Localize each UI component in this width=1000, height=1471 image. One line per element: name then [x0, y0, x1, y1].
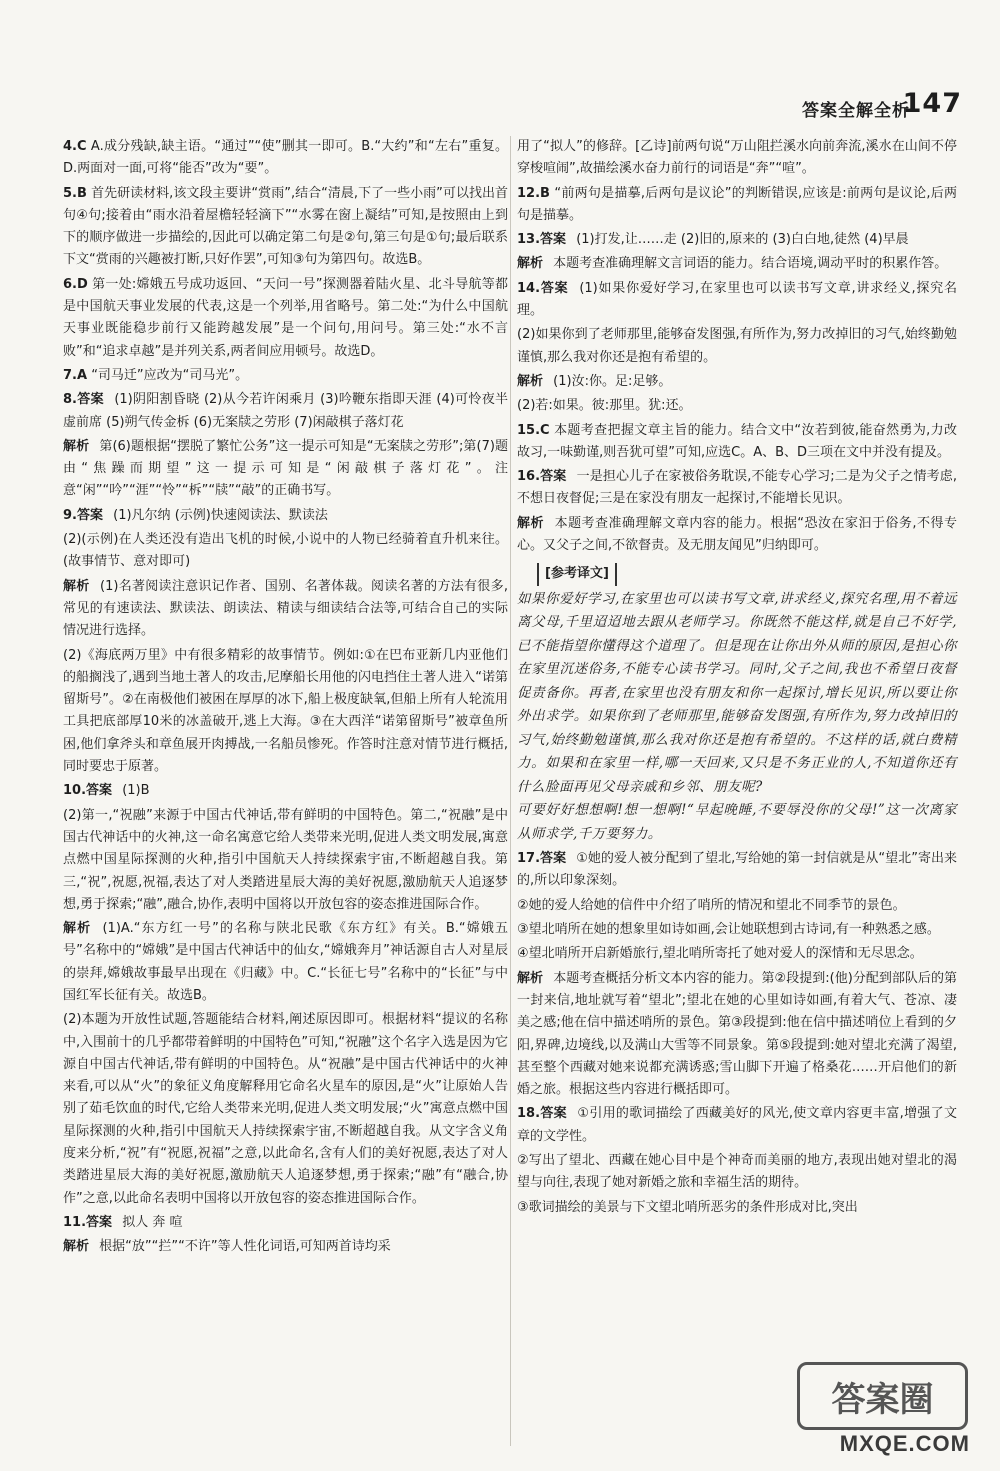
answer-text: (1)B [122, 783, 150, 799]
question-4 [63, 136, 508, 181]
question-17-answer [517, 848, 957, 893]
question-number: 17. [517, 851, 541, 867]
answer-text: (1)阴阳割昏晓 (2)从今若许闲乘月 (3)吟鞭东指即天涯 (4)可怜夜半虚前席 (5)朔气传金柝 (6)无案牍之劳形 (7)闲敲棋子落灯花 [63, 392, 508, 430]
question-18-answer-3: ③歌词描绘的美景与下文望北哨所恶劣的条件形成对比,突出 [517, 1199, 858, 1215]
question-16-analysis [517, 513, 957, 558]
reference-body: 如果你爱好学习,在家里也可以读书写文章,讲求经义,探究名理,用不着远离父母,千里迢迢地去跟从老师学习。你既然不能这样,就是自己不好学,已不能指望你懂得这个道理了。但是现在让你出外从师的原因,是担心你在家里沉迷俗务,不能专心读书学习。同时,父子之间,我也不希望日夜督促责备你。再者,在家里也没有朋友和你一起探讨,增长见识,所以要让你外出求学。如果你到了老师那里,能够奋发图强,有所作为,努力改掉旧的习气,始终勤勉谨慎,那么我对你还是抱有希望的。不这样的话,就白费精力。如果和在家里一样,哪一天回来,又只是不务正业的人,不知道你还有什么脸面再见父母亲戚和乡邻、朋友呢? [517, 590, 957, 795]
question-text: “司马迁”应改为“司马光”。 [91, 367, 249, 383]
answer-stamp-logo-icon: 答案圈 [797, 1362, 968, 1430]
question-18-answer [517, 1103, 957, 1148]
question-number: 12.B [517, 185, 550, 201]
reference-translation [517, 561, 957, 846]
answer-text: ①她的爱人被分配到了望北,写给她的第一封信就是从“望北”寄出来的,所以印象深刻。 [517, 851, 957, 889]
question-12 [517, 183, 957, 228]
analysis-text: 本题考查准确理解文章内容的能力。根据“恐汝在家汩于俗务,不得专心。又父子之间,不欲督责。及无朋友闻见”归纳即可。 [517, 515, 957, 554]
question-14-answer [517, 278, 957, 323]
reference-title: [参考译文] [537, 563, 617, 585]
question-11-continued: 用了“拟人”的修辞。[乙诗]前两句说“万山阻拦溪水向前奔流,溪水在山间不停穿梭喧闹”,故描绘溪水奋力前行的词语是“奔”“喧”。 [517, 139, 957, 177]
question-14-answer-2: (2)如果你到了老师那里,能够奋发图强,有所作为,努力改掉旧的习气,始终勤勉谨慎,那么我对你还是抱有希望的。 [517, 327, 957, 365]
analysis-tag: 解析 [63, 1239, 90, 1255]
answer-tag: 答案 [540, 469, 567, 485]
question-number: 9. [63, 507, 77, 523]
page-header [0, 86, 1000, 126]
analysis-tag: 解析 [517, 373, 544, 389]
question-5 [63, 183, 508, 272]
question-9-analysis-2: (2)《海底两万里》中有很多精彩的故事情节。例如:①在巴布亚新几内亚他们的船搁浅了,遇到当地土著人的攻击,尼摩船长用他的闪电挡住土著人进入“诺第留斯号”。②在南极他们被困在厚厚的冰下,船上极度缺氧,但船上所有人轮流用工具把底部厚10米的冰盖破开,逃上大海。③在大西洋“诺第留斯号”被章鱼所困,他们拿斧头和章鱼展开肉搏战,一名船员惨死。作答时注意对情节进行概括,同时要忠于原著。 [63, 647, 508, 775]
question-number: 15.C [517, 422, 550, 438]
question-text: A.成分残缺,缺主语。“通过”“使”删其一即可。B.“大约”和“左右”重复。D.两面对一面,可将“能否”改为“要”。 [63, 139, 509, 177]
answer-text: ①引用的歌词描绘了西藏美好的风光,使文章内容更丰富,增强了文章的文学性。 [517, 1106, 957, 1144]
analysis-tag: 解析 [63, 921, 92, 937]
watermark-text: MXQE.COM [839, 1431, 970, 1456]
question-number: 11. [63, 1214, 87, 1230]
question-text: 首先研读材料,该文段主要讲“赏雨”,结合“清晨,下了一些小雨”可以找出首句④句;接着由“雨水沿着屋檐轻轻滴下”“水雾在窗上凝结”可知,是按照由上到下的顺序做进一步描绘的,因此可以确定第二句是②句,第三句是①句;最后联系下文“赏雨的兴趣被打断,只好作罢”,可知③句为第四句。故选B。 [63, 185, 508, 268]
answer-text: (1)如果你爱好学习,在家里也可以读书写文章,讲求经义,探究名理。 [517, 280, 957, 319]
question-8-answer [63, 389, 508, 434]
question-number: 6.D [63, 276, 88, 292]
question-15 [517, 420, 957, 465]
question-18-answer-2: ②写出了望北、西藏在她心目中是个神奇而美丽的地方,表现出她对望北的渴望与向往,表现了她对新婚之旅和幸福生活的期待。 [517, 1153, 957, 1191]
analysis-tag: 解析 [517, 515, 544, 531]
analysis-tag: 解析 [63, 438, 90, 454]
question-6 [63, 274, 508, 363]
analysis-text: (1)名著阅读注意识记作者、国别、名著体裁。阅读名著的方法有很多,常见的有速读法、默读法、朗读法、精读与细读结合法等,可结合自己的实际情况进行选择。 [63, 578, 508, 639]
header-title: 答案全解全析 [802, 101, 910, 121]
question-text: 第一处:嫦娥五号成功返回、“天问一号”探测器着陆火星、北斗导航等都是中国航天事业发展的代表,这是一个列举,用省略号。第二处:“为什么中国航天事业既能稳步前行又能跨越发展”是一个问句,用问号。第三处:“水不言败”和“追求卓越”是并列关系,两者间应用顿号。故选D。 [63, 276, 508, 359]
answer-tag: 答案 [540, 280, 569, 296]
question-number: 7.A [63, 367, 88, 383]
question-number: 8. [63, 392, 77, 408]
question-text: 本题考查把握文章主旨的能力。结合文中“汝若到彼,能奋然勇为,力改故习,一味勤谨,则吾犹可望”可知,应选C。A、B、D三项在文中并没有提及。 [517, 422, 958, 460]
answer-tag: 答案 [540, 1106, 567, 1122]
question-17-answer-2: ②她的爱人给她的信件中介绍了哨所的情况和望北不同季节的景色。 [517, 897, 906, 913]
column-divider [510, 136, 511, 1446]
analysis-text: 根据“放”“拦”“不许”等人性化词语,可知两首诗均采 [99, 1239, 391, 1255]
question-9-analysis [63, 576, 508, 643]
left-column [63, 136, 508, 1261]
question-number: 13. [517, 232, 541, 248]
question-13-analysis [517, 253, 957, 275]
answer-text: 拟人 奔 喧 [122, 1214, 183, 1230]
question-17-analysis [517, 968, 957, 1102]
analysis-tag: 解析 [517, 256, 544, 272]
analysis-tag: 解析 [63, 578, 90, 594]
answer-text: (1)凡尔纳 (示例)快速阅读法、默读法 [113, 507, 328, 523]
question-9-answer-2: (2)(示例)在人类还没有造出飞机的时候,小说中的人物已经骑着直升机来往。(故事情节、意对即可) [63, 532, 508, 570]
question-11-analysis [63, 1236, 508, 1258]
question-10-analysis-2: (2)本题为开放性试题,答题能结合材料,阐述原因即可。根据材料“提议的名称中,入围前十的几乎都带着鲜明的中国特色”可知,“祝融”这个名字入选是因为它源自中国古代神话,带有鲜明的中国特色。从“祝融”是中国古代神话中的火神来看,可以从“火”的象征义角度解释用它命名火星车的原因,是“火”让原始人告别了茹毛饮血的时代,它给人类带来光明,促进人类文明发展;“火”寓意点燃中国星际探测的火种,指引中国航天人持续探索宇宙,不断超越自我。从文字含义角度来分析,“祝”有“祝愿,祝福”之意,以此命名,含有人们的美好祝愿,表达了对人类踏进星辰大海的美好祝愿,激励航天人追逐梦想,勇于探索;“融”有“融合,协作”之意,以此命名表明中国将以开放包容的姿态推进国际合作。 [63, 1012, 508, 1206]
answer-tag: 答案 [540, 232, 567, 248]
analysis-tag: 解析 [517, 970, 544, 986]
answer-tag: 答案 [86, 783, 113, 799]
question-10-answer-2: (2)第一,“祝融”来源于中国古代神话,带有鲜明的中国特色。第二,“祝融”是中国古代神话中的火神,这一命名寓意它给人类带来光明,促进人类文明发展,寓意点燃中国星际探测的火种,指引中国航天人持续探索宇宙,不断超越自我。第三,“祝”,祝愿,祝福,表达了对人类踏进星辰大海的美好祝愿,激励航天人追逐梦想,勇于探索;“融”,融合,协作,表明中国将以开放包容的姿态推进国际合作。 [63, 807, 508, 912]
answer-tag: 答案 [540, 851, 567, 867]
question-14-analysis-2: (2)若:如果。彼:那里。犹:还。 [517, 398, 692, 414]
question-8-analysis [63, 436, 508, 503]
analysis-text: 本题考查准确理解文言词语的能力。结合语境,调动平时的积累作答。 [553, 256, 948, 272]
question-14-analysis [517, 371, 957, 393]
question-number: 4.C [63, 139, 87, 154]
question-10-answer [63, 780, 508, 802]
analysis-text: (1)A.“东方红一号”的名称与陕北民歌《东方红》有关。B.“嫦娥五号”名称中的“嫦娥”是中国古代神话中的仙女,“嫦娥奔月”神话源自古人对星辰的崇拜,嫦娥故事最早出现在《归藏》中。C.“长征七号”名称中的“长征”与中国红军长征有关。故选B。 [63, 921, 508, 1003]
question-13-answer [517, 229, 957, 251]
question-9-answer [63, 505, 508, 527]
question-number: 18. [517, 1106, 541, 1122]
analysis-text: (1)汝:你。足:足够。 [553, 373, 672, 389]
answer-tag: 答案 [86, 1214, 113, 1230]
answer-text: 一是担心儿子在家被俗务耽误,不能专心学习;二是为父子之情考虑,不想日夜督促;三是在家没有朋友一起探讨,不能增长见识。 [517, 469, 957, 507]
answer-text: (1)打发,让……走 (2)旧的,原来的 (3)白白地,徒然 (4)早晨 [576, 232, 909, 248]
question-17-answer-4: ④望北哨所开启新婚旅行,望北哨所寄托了她对爱人的深情和无尽思念。 [517, 946, 923, 962]
page-number: 147 [902, 88, 962, 119]
question-text: “前两句是描摹,后两句是议论”的判断错误,应该是:前两句是议论,后两句是描摹。 [517, 185, 957, 223]
question-7 [63, 365, 508, 387]
question-16-answer [517, 466, 957, 511]
reference-body-2: 可要好好想想啊!想一想啊!“早起晚睡,不要辱没你的父母!”这一次离家从师求学,千万要努力。 [517, 802, 957, 842]
answer-tag: 答案 [76, 507, 103, 523]
watermark [798, 1362, 978, 1457]
right-column [517, 136, 957, 1221]
analysis-text: 第(6)题根据“摆脱了繁忙公务”这一提示可知是“无案牍之劳形”;第(7)题由“焦躁而期望”这一提示可知是“闲敲棋子落灯花”。注意“闲”“吟”“涯”“怜”“柝”“牍”“敲”的正确书写。 [63, 438, 508, 499]
question-number: 10. [63, 783, 87, 799]
question-number: 5.B [63, 185, 87, 201]
question-number: 16. [517, 469, 541, 485]
question-11-answer [63, 1212, 508, 1234]
question-number: 14. [517, 280, 541, 296]
analysis-text: 本题考查概括分析文本内容的能力。第②段提到:(他)分配到部队后的第一封来信,地址就写着“望北”;望北在她的心里如诗如画,有着大气、苍凉、凄美之感;他在信中描述哨所的景色。第③段提到:他在信中描述哨位上看到的夕阳,界碑,边境线,以及满山大雪等不同景象。第⑤段提到:她对望北充满了渴望,甚至整个西藏对她来说都充满诱惑;雪山脚下开遍了格桑花……开启他们的新婚之旅。根据这些内容进行概括即可。 [517, 970, 957, 1098]
question-10-analysis [63, 918, 508, 1007]
answer-tag: 答案 [76, 392, 104, 408]
question-17-answer-3: ③望北哨所在她的想象里如诗如画,会让她联想到古诗词,有一种熟悉之感。 [517, 922, 940, 938]
